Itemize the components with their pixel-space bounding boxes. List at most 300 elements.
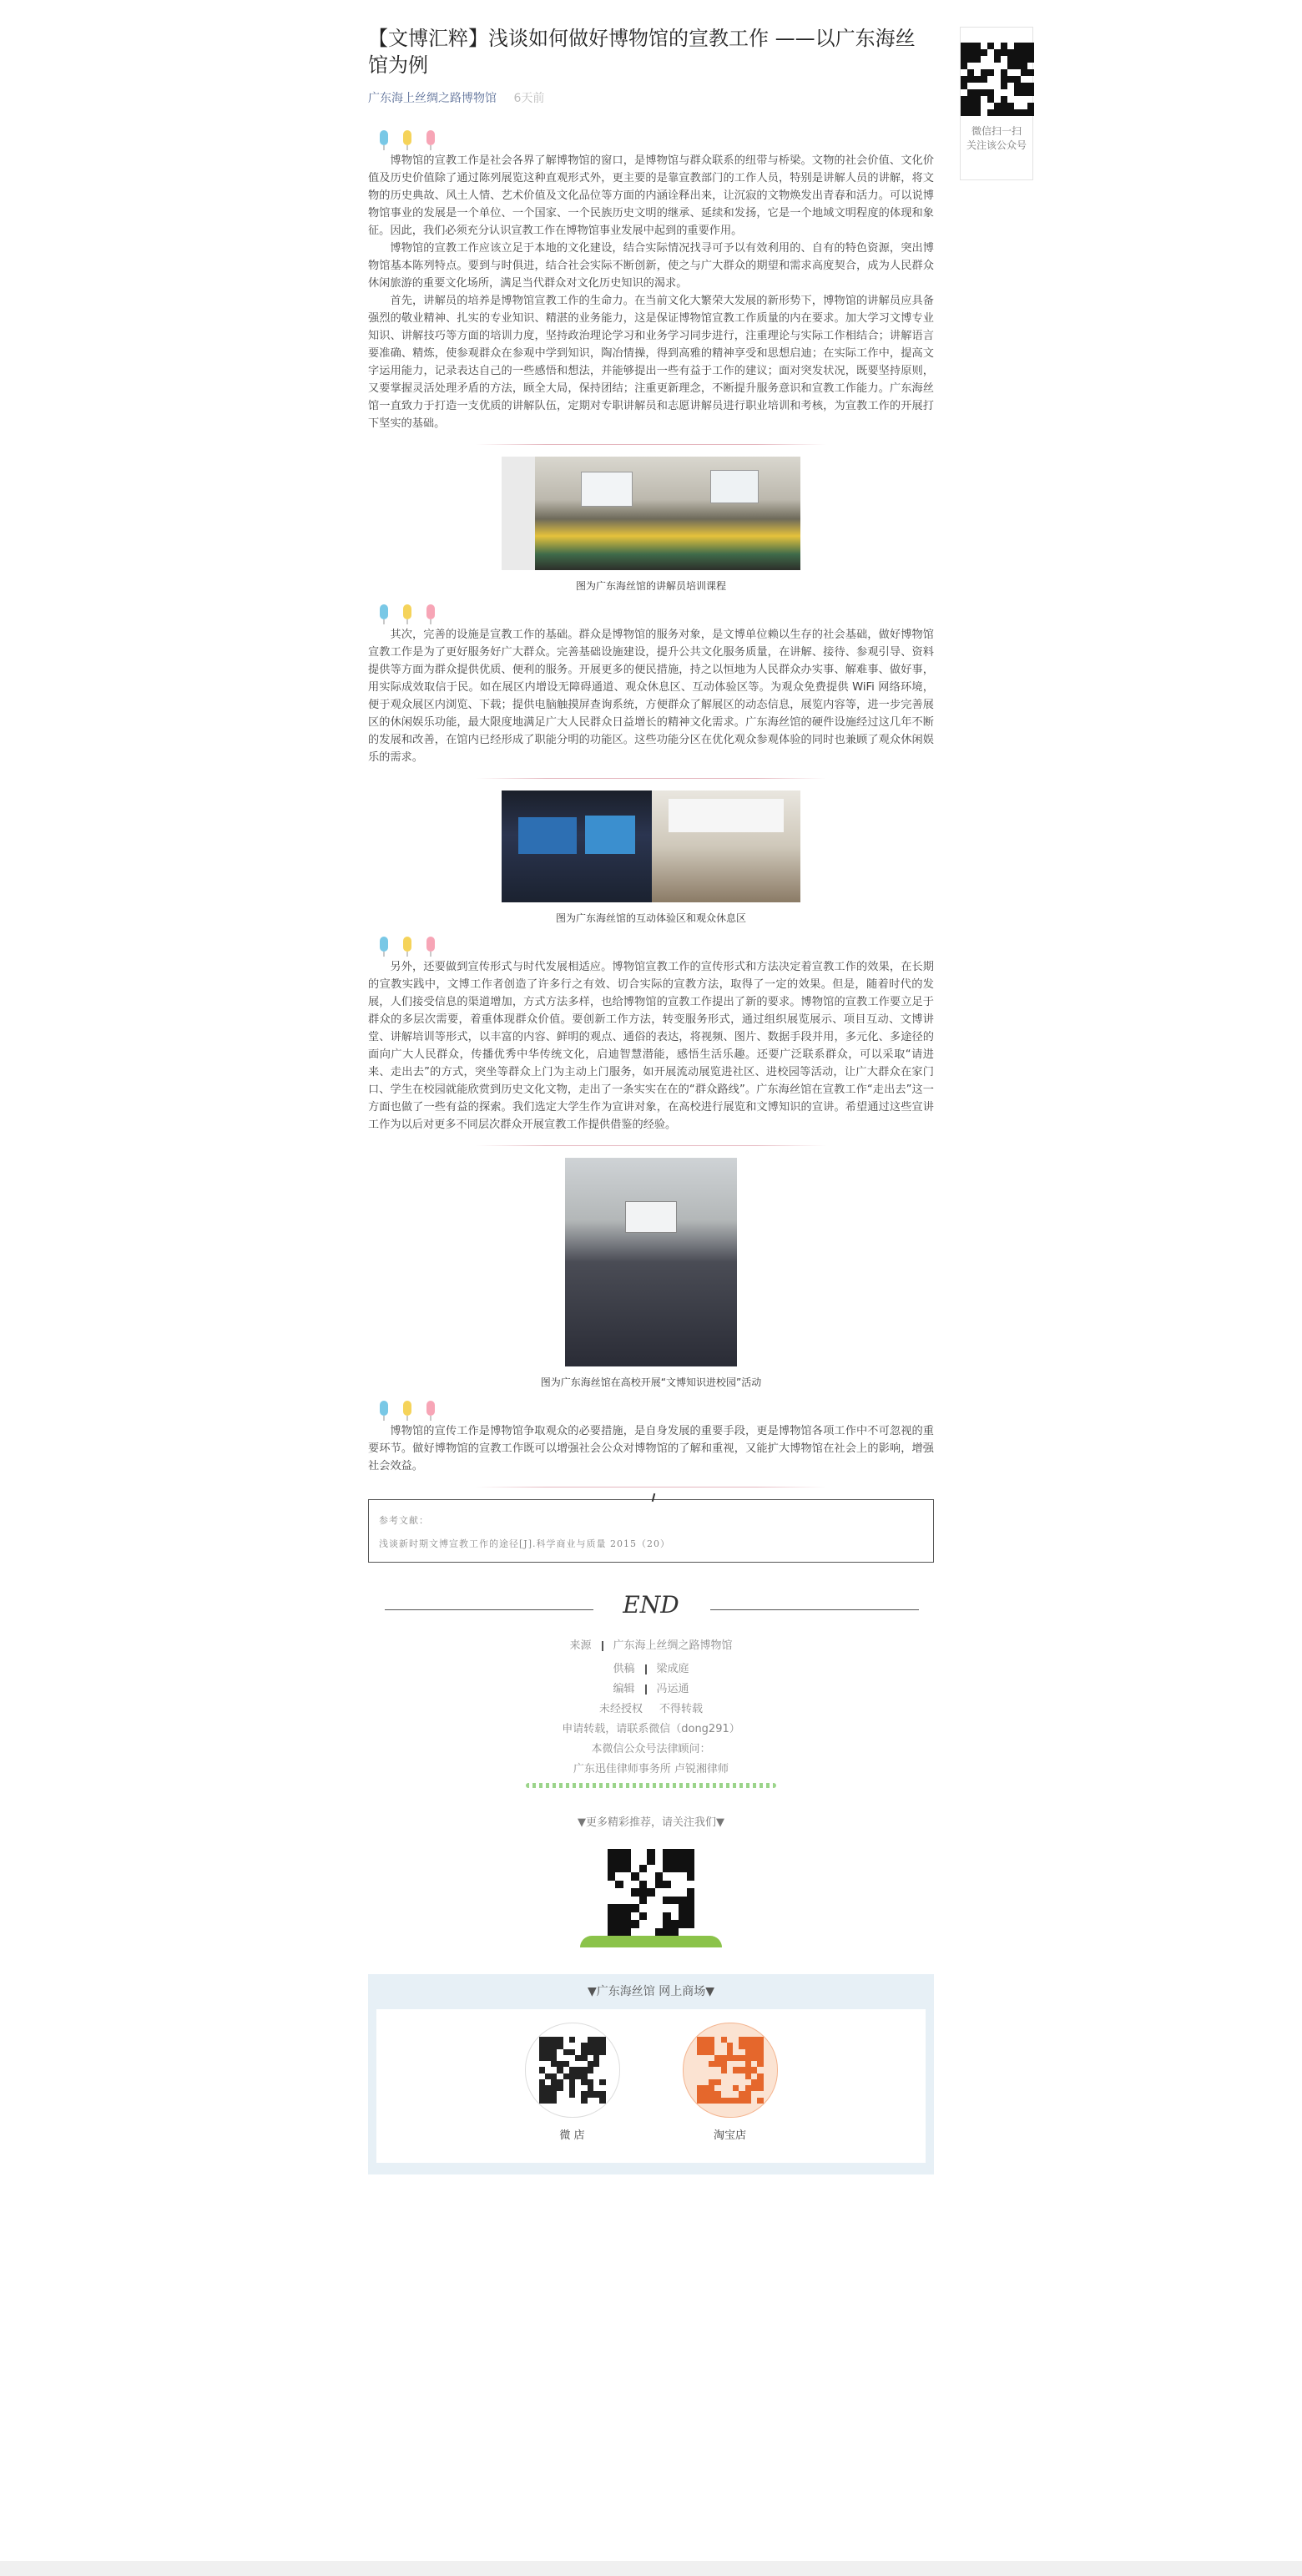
qr-module xyxy=(1014,49,1021,56)
qr-module xyxy=(733,2061,739,2067)
qr-module xyxy=(981,109,987,116)
qr-module xyxy=(697,2067,703,2073)
qr-module xyxy=(981,49,987,56)
qr-module xyxy=(1021,109,1027,116)
qr-module xyxy=(739,2037,744,2043)
qr-module xyxy=(569,2091,575,2097)
qr-module xyxy=(687,1872,694,1880)
qr-module xyxy=(1007,49,1014,56)
qr-module xyxy=(647,1865,654,1872)
decor-dots xyxy=(380,130,934,147)
qr-module xyxy=(987,56,994,63)
dot-blue-icon xyxy=(380,604,388,619)
qr-module xyxy=(639,1849,647,1856)
qr-module xyxy=(593,2073,599,2079)
qr-module xyxy=(1001,49,1007,56)
qr-module xyxy=(639,1928,647,1936)
qr-module xyxy=(623,1865,631,1872)
qr-module xyxy=(599,2079,605,2085)
qr-module xyxy=(703,2085,709,2091)
qr-module xyxy=(623,1928,631,1936)
qr-module xyxy=(615,1865,623,1872)
qr-module xyxy=(727,2037,733,2043)
qr-module xyxy=(563,2091,569,2097)
qr-module xyxy=(623,1849,631,1856)
qr-module xyxy=(703,2073,709,2079)
qr-module xyxy=(697,2085,703,2091)
qr-module xyxy=(671,1928,679,1936)
qr-module xyxy=(709,2043,714,2048)
qr-module xyxy=(615,1849,623,1856)
qr-module xyxy=(697,2043,703,2048)
qr-module xyxy=(569,2061,575,2067)
qr-module xyxy=(655,1881,663,1888)
qr-module xyxy=(1027,76,1034,83)
qr-module xyxy=(709,2037,714,2043)
qr-module xyxy=(588,2079,593,2085)
qr-module xyxy=(981,96,987,103)
qr-module xyxy=(551,2079,557,2085)
qr-module xyxy=(745,2085,751,2091)
qr-module xyxy=(663,1920,670,1927)
qr-module xyxy=(663,1872,670,1880)
qr-module xyxy=(588,2043,593,2048)
qr-module xyxy=(994,103,1001,109)
qr-module xyxy=(994,96,1001,103)
qr-module xyxy=(545,2049,551,2055)
qr-module xyxy=(563,2043,569,2048)
credit-label: 来源 xyxy=(569,1639,592,1652)
qr-module xyxy=(647,1897,654,1904)
qr-module xyxy=(1021,56,1027,63)
qr-module xyxy=(575,2037,581,2043)
qr-module xyxy=(563,2079,569,2085)
qr-module xyxy=(961,109,967,116)
qr-module xyxy=(615,1928,623,1936)
qr-module xyxy=(655,1888,663,1896)
qr-module xyxy=(575,2073,581,2079)
qr-module xyxy=(703,2037,709,2043)
end-rule-right xyxy=(710,1609,919,1610)
qr-module xyxy=(709,2098,714,2104)
qr-module xyxy=(994,49,1001,56)
qr-module xyxy=(687,1904,694,1912)
qr-module xyxy=(751,2085,757,2091)
qr-module xyxy=(974,63,981,69)
qr-module xyxy=(727,2061,733,2067)
qr-module xyxy=(961,63,967,69)
qr-module xyxy=(551,2061,557,2067)
qr-module xyxy=(1001,63,1007,69)
qr-module xyxy=(994,43,1001,49)
wavy-divider xyxy=(526,1783,776,1788)
qr-module xyxy=(703,2061,709,2067)
qr-module xyxy=(539,2067,545,2073)
qr-module xyxy=(745,2079,751,2085)
qr-module xyxy=(721,2098,727,2104)
qr-module xyxy=(563,2037,569,2043)
qr-module xyxy=(615,1881,623,1888)
qr-module xyxy=(1014,43,1021,49)
qr-module xyxy=(593,2055,599,2061)
qr-module xyxy=(639,1912,647,1920)
qr-module xyxy=(539,2049,545,2055)
qr-module xyxy=(961,43,967,49)
qr-module xyxy=(1027,109,1034,116)
display-screen xyxy=(518,817,577,854)
qr-module xyxy=(551,2091,557,2097)
qr-module xyxy=(663,1912,670,1920)
qr-code-icon xyxy=(697,2037,764,2104)
qr-module xyxy=(588,2055,593,2061)
qr-module xyxy=(545,2061,551,2067)
qr-module xyxy=(751,2049,757,2055)
qr-module xyxy=(647,1856,654,1864)
qr-module xyxy=(733,2043,739,2048)
projector-screen xyxy=(625,1201,677,1233)
qr-module xyxy=(575,2043,581,2048)
qr-module xyxy=(569,2073,575,2079)
qr-module xyxy=(727,2091,733,2097)
qr-module xyxy=(575,2079,581,2085)
pin-icon xyxy=(652,1493,656,1502)
qr-module xyxy=(1007,43,1014,49)
qr-module xyxy=(679,1849,686,1856)
qr-module xyxy=(581,2037,587,2043)
qr-module xyxy=(687,1888,694,1896)
qr-module xyxy=(631,1897,638,1904)
qr-module xyxy=(671,1888,679,1896)
qr-module xyxy=(1027,89,1034,96)
qr-module xyxy=(721,2049,727,2055)
qr-module xyxy=(981,76,987,83)
divider xyxy=(476,778,826,779)
qr-module xyxy=(714,2098,720,2104)
qr-module xyxy=(599,2037,605,2043)
rest-area xyxy=(652,790,800,902)
qr-code-icon xyxy=(539,2037,606,2104)
qr-module xyxy=(671,1872,679,1880)
qr-module xyxy=(1027,63,1034,69)
qr-module xyxy=(639,1872,647,1880)
qr-module xyxy=(663,1928,670,1936)
qr-module xyxy=(757,2043,763,2048)
qr-module xyxy=(655,1920,663,1927)
qr-module xyxy=(631,1920,638,1927)
qr-module xyxy=(545,2043,551,2048)
qr-module xyxy=(709,2049,714,2055)
qr-module xyxy=(987,69,994,76)
photo-interactive-area[interactable] xyxy=(502,790,800,902)
credit-value: 梁成庭 xyxy=(656,1663,689,1675)
qr-module xyxy=(563,2073,569,2079)
qr-module xyxy=(714,2067,720,2073)
weidian-shop[interactable] xyxy=(525,2023,620,2163)
qr-module xyxy=(1021,89,1027,96)
qr-module xyxy=(557,2043,563,2048)
qr-module xyxy=(679,1920,686,1927)
qr-module xyxy=(663,1897,670,1904)
credit-value: 广东海上丝绸之路博物馆 xyxy=(613,1639,733,1652)
qr-module xyxy=(981,103,987,109)
qr-module xyxy=(1014,96,1021,103)
qr-module xyxy=(757,2055,763,2061)
qr-module xyxy=(551,2037,557,2043)
qr-module xyxy=(714,2037,720,2043)
qr-module xyxy=(581,2098,587,2104)
credit-lawyer-name: 广东迅佳律师事务所 卢锐湘律师 xyxy=(573,1763,729,1775)
qr-module xyxy=(581,2079,587,2085)
qr-module xyxy=(647,1920,654,1927)
qr-module xyxy=(967,69,974,76)
qr-module xyxy=(1001,69,1007,76)
qr-module xyxy=(563,2067,569,2073)
qr-module xyxy=(727,2079,733,2085)
author-link[interactable]: 广东海上丝绸之路博物馆 xyxy=(368,92,497,105)
qr-module xyxy=(714,2049,720,2055)
qr-module xyxy=(709,2067,714,2073)
figure-caption: 图为广东海丝馆的互动体验区和观众休息区 xyxy=(555,912,746,924)
qr-module xyxy=(733,2091,739,2097)
qr-module xyxy=(687,1920,694,1927)
qr-module xyxy=(608,1912,615,1920)
qr-module xyxy=(557,2098,563,2104)
qr-module xyxy=(588,2049,593,2055)
qr-module xyxy=(757,2061,763,2067)
references-text: 浅谈新时期文博宣教工作的途径[J].科学商业与质量 2015（20） xyxy=(379,1538,670,1549)
qr-module xyxy=(593,2043,599,2048)
qr-module xyxy=(1007,83,1014,89)
qr-module xyxy=(687,1856,694,1864)
qr-module xyxy=(623,1904,631,1912)
qr-module xyxy=(539,2098,545,2104)
qr-module xyxy=(631,1856,638,1864)
qr-module xyxy=(545,2037,551,2043)
qr-module xyxy=(663,1849,670,1856)
qr-module xyxy=(599,2091,605,2097)
qr-module xyxy=(733,2049,739,2055)
qr-module xyxy=(1021,49,1027,56)
qr-module xyxy=(751,2037,757,2043)
taobao-shop[interactable] xyxy=(683,2023,778,2163)
qr-module xyxy=(539,2073,545,2079)
qr-module xyxy=(655,1928,663,1936)
qr-module xyxy=(575,2085,581,2091)
qr-module xyxy=(639,1897,647,1904)
qr-module xyxy=(733,2073,739,2079)
qr-module xyxy=(599,2085,605,2091)
qr-module xyxy=(751,2098,757,2104)
qr-module xyxy=(631,1872,638,1880)
qr-module xyxy=(631,1849,638,1856)
qr-module xyxy=(1001,76,1007,83)
photo-campus-lecture[interactable] xyxy=(565,1158,737,1366)
qr-module xyxy=(994,69,1001,76)
qr-module xyxy=(703,2079,709,2085)
qr-module xyxy=(588,2085,593,2091)
qr-module xyxy=(1027,69,1034,76)
qr-module xyxy=(623,1872,631,1880)
qr-module xyxy=(545,2073,551,2079)
qr-module xyxy=(539,2037,545,2043)
qr-module xyxy=(608,1897,615,1904)
qr-module xyxy=(1001,89,1007,96)
photo-training-class[interactable] xyxy=(502,457,800,570)
qr-module xyxy=(647,1928,654,1936)
qr-module xyxy=(721,2073,727,2079)
qr-module xyxy=(539,2043,545,2048)
qr-module xyxy=(593,2037,599,2043)
qr-module xyxy=(655,1897,663,1904)
qr-module xyxy=(721,2085,727,2091)
qr-module xyxy=(1014,89,1021,96)
paragraph: 博物馆的宣教工作是社会各界了解博物馆的窗口，是博物馆与群众联系的纽带与桥梁。文物的社会价值、文化价值及历史价值除了通过陈列展览这种直观形式外，更主要的是靠宣教部门的工作人员，特别是讲解人员的讲解，将文物的历史典故、风土人情、艺术价值及文化品位等方面的内涵诠释出来，让沉寂的文物焕发出青春和活力。可以说博物馆事业的发展是一个单位、一个国家、一个民族历史文明的继承、延续和发扬，它是一个地域文明程度的体现和象征。因此，我们必须充分认识宣教工作在博物馆事业发展中起到的重要作用。 xyxy=(368,154,934,237)
credit-authorization xyxy=(368,1700,934,1720)
shop-header: ▼广东海丝馆 网上商场▼ xyxy=(588,1985,714,1998)
qr-module xyxy=(647,1849,654,1856)
qr-module xyxy=(697,2098,703,2104)
divider xyxy=(476,1487,826,1488)
qr-module xyxy=(757,2098,763,2104)
credits xyxy=(368,1636,934,1788)
qr-module xyxy=(551,2055,557,2061)
qr-module xyxy=(593,2091,599,2097)
figure-caption: 图为广东海丝馆的讲解员培训课程 xyxy=(575,580,726,592)
qr-module xyxy=(639,1856,647,1864)
qr-module xyxy=(623,1897,631,1904)
qr-module xyxy=(539,2091,545,2097)
qr-module xyxy=(599,2049,605,2055)
qr-module xyxy=(575,2091,581,2097)
qr-module xyxy=(545,2098,551,2104)
taobao-qr-code xyxy=(683,2023,778,2118)
qr-module xyxy=(581,2085,587,2091)
qr-module xyxy=(671,1904,679,1912)
qr-module xyxy=(981,43,987,49)
qr-module xyxy=(994,76,1001,83)
qr-module xyxy=(569,2067,575,2073)
qr-module xyxy=(639,1865,647,1872)
dot-pink-icon xyxy=(426,937,435,952)
qr-module xyxy=(539,2055,545,2061)
qr-module xyxy=(974,49,981,56)
qr-module xyxy=(714,2085,720,2091)
qr-module xyxy=(569,2085,575,2091)
qr-module xyxy=(655,1849,663,1856)
qr-module xyxy=(987,89,994,96)
qr-module xyxy=(551,2049,557,2055)
qr-module xyxy=(575,2098,581,2104)
qr-module xyxy=(727,2055,733,2061)
wechat-qr-code[interactable] xyxy=(608,1849,694,1936)
qr-module xyxy=(608,1904,615,1912)
qr-module xyxy=(727,2043,733,2048)
qr-module xyxy=(757,2079,763,2085)
qr-module xyxy=(727,2098,733,2104)
qr-module xyxy=(994,63,1001,69)
publish-time: 6天前 xyxy=(513,92,545,105)
qr-module xyxy=(575,2055,581,2061)
article-meta xyxy=(368,90,934,107)
qr-module xyxy=(599,2055,605,2061)
qr-module xyxy=(994,56,1001,63)
article-title: 【文博汇粹】浅谈如何做好博物馆的宣教工作 ——以广东海丝馆为例 xyxy=(368,27,916,77)
qr-module xyxy=(593,2079,599,2085)
qr-module xyxy=(751,2091,757,2097)
qr-module xyxy=(545,2055,551,2061)
qr-module xyxy=(974,76,981,83)
qr-module xyxy=(1027,43,1034,49)
qr-module xyxy=(697,2091,703,2097)
qr-module xyxy=(608,1856,615,1864)
qr-module xyxy=(608,1881,615,1888)
qr-module xyxy=(631,1888,638,1896)
qr-module xyxy=(631,1865,638,1872)
qr-module xyxy=(557,2037,563,2043)
display-screen xyxy=(585,816,635,854)
separator xyxy=(602,1641,603,1651)
qr-module xyxy=(608,1849,615,1856)
follow-qr-code[interactable] xyxy=(961,43,1034,116)
paragraph: 另外，还要做到宣传形式与时代发展相适应。博物馆宣教工作的宣传形式和方法决定着宣教工作的效果，在长期的宣教实践中，文博工作者创造了许多行之有效、切合实际的宣教方法，取得了一定的效果。但是，随着时代的发展，人们接受信息的渠道增加，方式方法多样，也给博物馆的宣教工作提出了新的要求。博物馆的宣教工作要立足于群众的多层次需要，着重体现群众价值。要创新工作方法，转变服务形式，通过组织展览展示、项目互动、文博讲堂、讲解培训等形式，以丰富的内容、鲜明的观点、通俗的表达，将视频、图片、数据手段并用，多元化、多途径的面向广大人民群众，传播优秀中华传统文化，启迪智慧潜能，感悟生活乐趣。还要广泛联系群众，可以采取“请进来、走出去”的方式，突坐等群众上门为主动上门服务，如开展流动展览进社区、进校园等活动，让广大群众在家门口、学生在校园就能欣赏到历史文化文物，走出了一条实实在在的“群众路线”。广东海丝馆在宣教工作“走出去”这一方面也做了一些有益的探索。我们选定大学生作为宣讲对象，在高校进行展览和文博知识的宣讲。希望通过这些宣讲工作为以后对更多不同层次群众开展宣教工作提供借鉴的经验。 xyxy=(368,961,934,1131)
qr-module xyxy=(727,2067,733,2073)
qr-module xyxy=(981,69,987,76)
qr-module xyxy=(557,2073,563,2079)
qr-module xyxy=(974,69,981,76)
qr-module xyxy=(745,2043,751,2048)
qr-module xyxy=(599,2098,605,2104)
qr-module xyxy=(739,2098,744,2104)
qr-module xyxy=(623,1912,631,1920)
qr-module xyxy=(563,2061,569,2067)
qr-module xyxy=(987,63,994,69)
qr-module xyxy=(967,109,974,116)
qr-module xyxy=(647,1912,654,1920)
qr-module xyxy=(974,89,981,96)
qr-module xyxy=(539,2061,545,2067)
dot-blue-icon xyxy=(380,1401,388,1416)
qr-module xyxy=(739,2061,744,2067)
qr-module xyxy=(581,2073,587,2079)
qr-code-icon xyxy=(608,1849,694,1936)
qr-module xyxy=(961,103,967,109)
qr-module xyxy=(739,2073,744,2079)
decor-dots xyxy=(380,604,934,621)
qr-module xyxy=(967,56,974,63)
qr-module xyxy=(987,83,994,89)
qr-module xyxy=(655,1904,663,1912)
dot-pink-icon xyxy=(426,130,435,145)
interactive-zone xyxy=(502,790,652,902)
qr-module xyxy=(671,1912,679,1920)
qr-module xyxy=(1007,69,1014,76)
separator xyxy=(645,1685,647,1695)
qr-module xyxy=(545,2091,551,2097)
qr-module xyxy=(581,2061,587,2067)
qr-module xyxy=(679,1904,686,1912)
credit-value: 冯运通 xyxy=(656,1683,689,1695)
qr-module xyxy=(679,1912,686,1920)
qr-module xyxy=(615,1897,623,1904)
qr-module xyxy=(1027,56,1034,63)
qr-module xyxy=(545,2067,551,2073)
qr-module xyxy=(1014,56,1021,63)
dot-yellow-icon xyxy=(403,604,411,619)
qr-module xyxy=(647,1888,654,1896)
qr-module xyxy=(687,1912,694,1920)
qr-module xyxy=(967,83,974,89)
qr-module xyxy=(745,2073,751,2079)
